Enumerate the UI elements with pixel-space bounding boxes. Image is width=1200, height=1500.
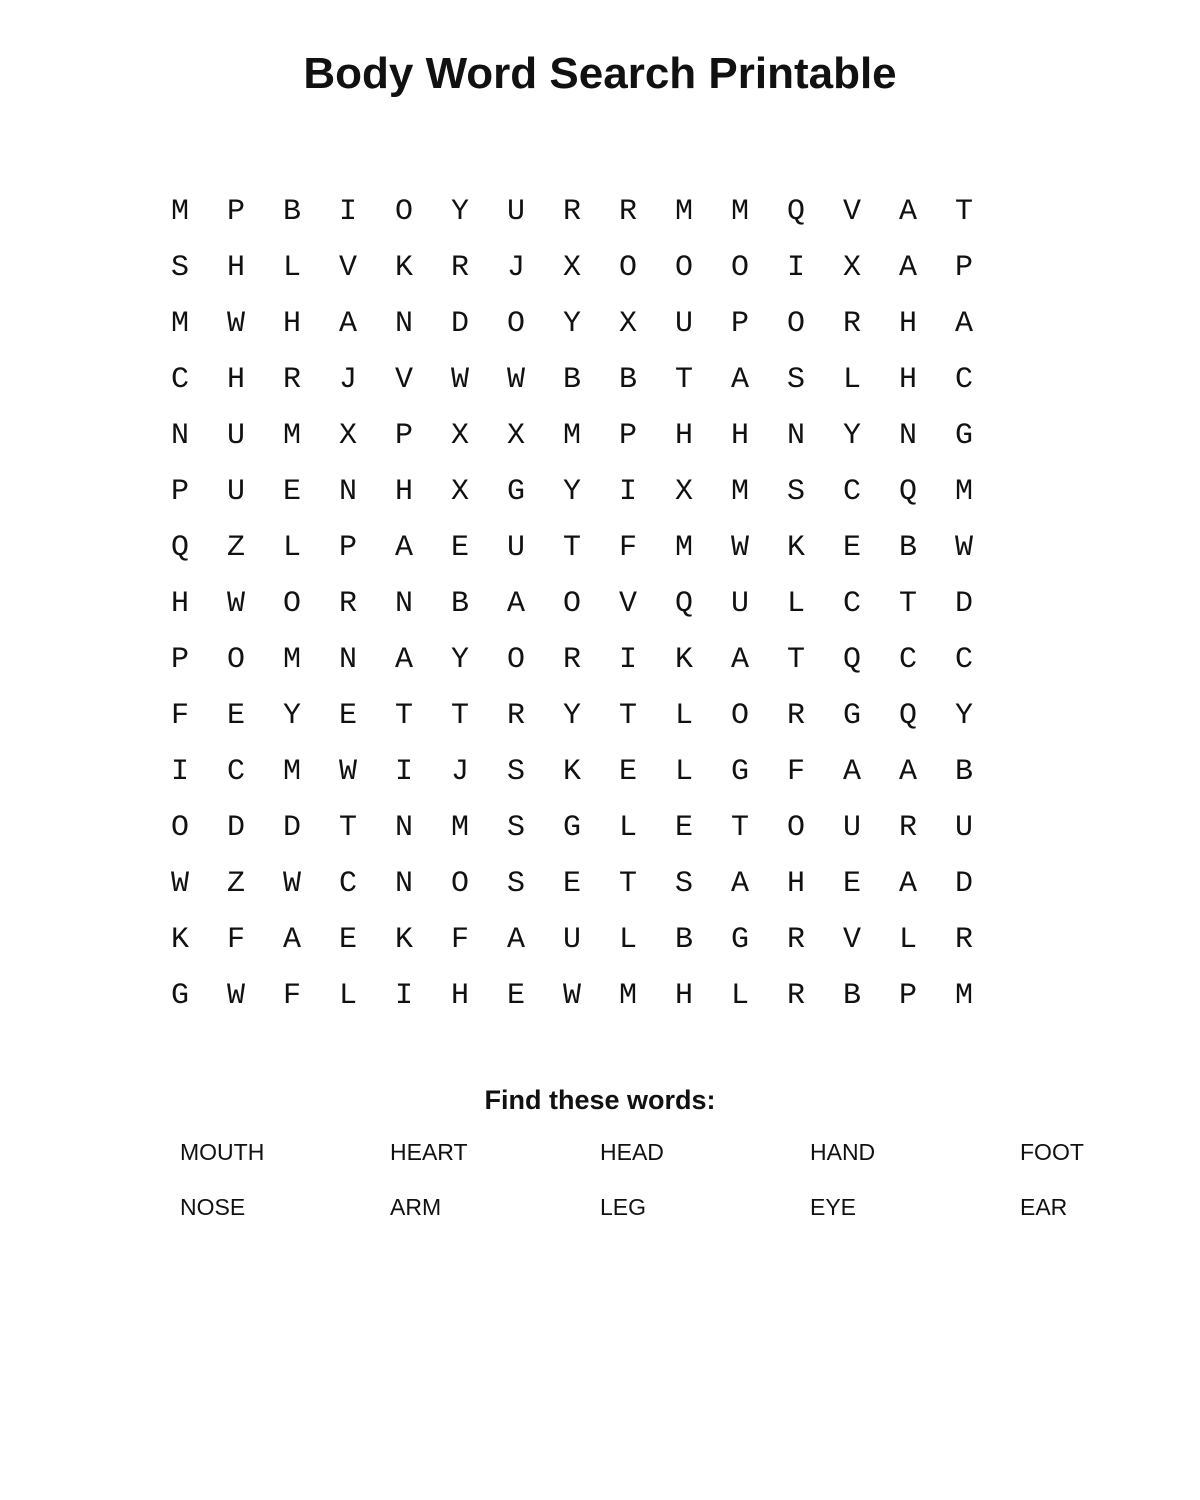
grid-letter: R <box>450 251 469 285</box>
grid-letter: H <box>898 307 917 341</box>
grid-letter: N <box>394 811 413 845</box>
grid-row <box>152 688 992 744</box>
grid-letter: L <box>786 587 805 621</box>
grid-row <box>152 968 992 1024</box>
grid-letter: A <box>506 923 525 957</box>
grid-letter: W <box>954 531 973 565</box>
grid-letter: Q <box>170 531 189 565</box>
grid-letter: O <box>730 251 749 285</box>
grid-letter: B <box>674 923 693 957</box>
grid-letter: P <box>338 531 357 565</box>
grid-letter: P <box>170 643 189 677</box>
grid-letter: O <box>674 251 693 285</box>
grid-letter: W <box>338 755 357 789</box>
grid-letter: C <box>842 475 861 509</box>
grid-letter: E <box>506 979 525 1013</box>
grid-letter: T <box>730 811 749 845</box>
grid-letter: H <box>226 363 245 397</box>
grid-row <box>152 184 992 240</box>
grid-letter: H <box>226 251 245 285</box>
grid-letter: A <box>730 363 749 397</box>
grid-letter: N <box>786 419 805 453</box>
grid-letter: Z <box>226 867 245 901</box>
grid-letter: Y <box>562 475 581 509</box>
grid-letter: G <box>842 699 861 733</box>
grid-letter: M <box>730 195 749 229</box>
grid-letter: L <box>730 979 749 1013</box>
grid-letter: E <box>338 923 357 957</box>
grid-letter: O <box>506 643 525 677</box>
grid-letter: J <box>506 251 525 285</box>
grid-letter: N <box>170 419 189 453</box>
grid-letter: U <box>954 811 973 845</box>
grid-letter: G <box>170 979 189 1013</box>
grid-letter: J <box>338 363 357 397</box>
grid-letter: R <box>282 363 301 397</box>
grid-letter: B <box>618 363 637 397</box>
grid-letter: H <box>674 979 693 1013</box>
grid-letter: R <box>786 699 805 733</box>
grid-letter: E <box>842 867 861 901</box>
grid-letter: K <box>170 923 189 957</box>
grid-letter: W <box>506 363 525 397</box>
grid-letter: O <box>226 643 245 677</box>
grid-letter: W <box>226 587 245 621</box>
grid-letter: Q <box>842 643 861 677</box>
grid-letter: N <box>394 587 413 621</box>
grid-letter: G <box>730 923 749 957</box>
grid-letter: C <box>170 363 189 397</box>
grid-letter: M <box>282 419 301 453</box>
grid-letter: M <box>674 531 693 565</box>
word-list-item: MOUTH <box>180 1139 265 1165</box>
grid-letter: F <box>226 923 245 957</box>
grid-letter: V <box>842 195 861 229</box>
grid-letter: H <box>786 867 805 901</box>
grid-letter: Y <box>282 699 301 733</box>
grid-letter: T <box>954 195 973 229</box>
grid-letter: O <box>618 251 637 285</box>
grid-letter: L <box>338 979 357 1013</box>
grid-letter: O <box>786 811 805 845</box>
grid-letter: R <box>786 979 805 1013</box>
grid-letter: E <box>842 531 861 565</box>
grid-letter: I <box>394 755 413 789</box>
grid-letter: O <box>282 587 301 621</box>
grid-letter: H <box>170 587 189 621</box>
grid-letter: X <box>450 475 469 509</box>
grid-letter: G <box>506 475 525 509</box>
grid-letter: X <box>450 419 469 453</box>
grid-letter: P <box>394 419 413 453</box>
grid-letter: C <box>954 643 973 677</box>
grid-letter: L <box>282 531 301 565</box>
grid-letter: M <box>282 755 301 789</box>
grid-letter: N <box>338 643 357 677</box>
grid-letter: D <box>226 811 245 845</box>
grid-letter: X <box>618 307 637 341</box>
grid-letter: E <box>338 699 357 733</box>
grid-letter: G <box>954 419 973 453</box>
grid-row <box>152 464 992 520</box>
grid-letter: W <box>170 867 189 901</box>
grid-letter: N <box>898 419 917 453</box>
grid-letter: U <box>562 923 581 957</box>
grid-letter: Y <box>562 699 581 733</box>
grid-letter: M <box>674 195 693 229</box>
grid-letter: B <box>954 755 973 789</box>
grid-letter: X <box>506 419 525 453</box>
grid-letter: E <box>674 811 693 845</box>
grid-letter: D <box>450 307 469 341</box>
grid-letter: N <box>394 307 413 341</box>
grid-letter: P <box>226 195 245 229</box>
grid-letter: Y <box>450 195 469 229</box>
grid-letter: P <box>954 251 973 285</box>
grid-letter: E <box>450 531 469 565</box>
word-list-item: FOOT <box>1020 1139 1084 1165</box>
grid-row <box>152 240 992 296</box>
grid-letter: H <box>450 979 469 1013</box>
grid-letter: D <box>282 811 301 845</box>
grid-row <box>152 296 992 352</box>
grid-letter: U <box>730 587 749 621</box>
grid-letter: T <box>618 699 637 733</box>
grid-letter: E <box>618 755 637 789</box>
grid-letter: M <box>450 811 469 845</box>
grid-letter: L <box>898 923 917 957</box>
grid-letter: R <box>954 923 973 957</box>
grid-letter: A <box>898 195 917 229</box>
grid-letter: T <box>898 587 917 621</box>
grid-letter: L <box>842 363 861 397</box>
grid-letter: D <box>954 867 973 901</box>
grid-letter: L <box>282 251 301 285</box>
grid-letter: L <box>618 923 637 957</box>
word-list-heading: Find these words: <box>484 1085 716 1115</box>
grid-letter: O <box>394 195 413 229</box>
grid-letter: L <box>618 811 637 845</box>
grid-letter: T <box>450 699 469 733</box>
grid-letter: X <box>842 251 861 285</box>
grid-letter: I <box>338 195 357 229</box>
grid-letter: R <box>338 587 357 621</box>
grid-letter: Z <box>226 531 245 565</box>
grid-letter: C <box>842 587 861 621</box>
word-list-item: EYE <box>810 1194 857 1220</box>
word-list-item: HEART <box>390 1139 468 1165</box>
grid-letter: H <box>394 475 413 509</box>
grid-letter: K <box>562 755 581 789</box>
grid-letter: U <box>506 195 525 229</box>
word-list-item: EAR <box>1020 1194 1068 1220</box>
grid-letter: O <box>562 587 581 621</box>
grid-row <box>152 520 992 576</box>
page-title: Body Word Search Printable <box>303 49 897 98</box>
grid-letter: M <box>954 475 973 509</box>
grid-letter: T <box>394 699 413 733</box>
grid-letter: G <box>730 755 749 789</box>
grid-letter: A <box>394 531 413 565</box>
grid-letter: R <box>562 195 581 229</box>
grid-letter: A <box>394 643 413 677</box>
grid-letter: J <box>450 755 469 789</box>
grid-letter: O <box>730 699 749 733</box>
grid-letter: P <box>170 475 189 509</box>
grid-letter: O <box>786 307 805 341</box>
grid-letter: H <box>282 307 301 341</box>
grid-letter: Y <box>450 643 469 677</box>
grid-letter: U <box>674 307 693 341</box>
grid-letter: B <box>898 531 917 565</box>
grid-letter: Q <box>898 475 917 509</box>
grid-letter: D <box>954 587 973 621</box>
grid-letter: G <box>562 811 581 845</box>
grid-row <box>152 856 992 912</box>
grid-letter: L <box>674 699 693 733</box>
word-list <box>180 1133 1200 1243</box>
word-list-item: LEG <box>600 1194 647 1220</box>
grid-letter: P <box>618 419 637 453</box>
grid-letter: V <box>842 923 861 957</box>
grid-letter: U <box>226 475 245 509</box>
grid-letter: E <box>562 867 581 901</box>
grid-row <box>152 744 992 800</box>
grid-letter: Y <box>842 419 861 453</box>
grid-letter: L <box>674 755 693 789</box>
grid-letter: U <box>842 811 861 845</box>
word-list-item: NOSE <box>180 1194 246 1220</box>
grid-letter: I <box>786 251 805 285</box>
grid-letter: K <box>394 923 413 957</box>
grid-letter: W <box>226 979 245 1013</box>
grid-letter: S <box>786 363 805 397</box>
grid-letter: T <box>674 363 693 397</box>
grid-letter: E <box>282 475 301 509</box>
grid-letter: T <box>618 867 637 901</box>
grid-letter: R <box>898 811 917 845</box>
grid-letter: M <box>170 307 189 341</box>
grid-letter: H <box>730 419 749 453</box>
grid-letter: I <box>394 979 413 1013</box>
grid-letter: M <box>730 475 749 509</box>
grid-row <box>152 800 992 856</box>
grid-letter: Q <box>786 195 805 229</box>
grid-letter: H <box>898 363 917 397</box>
grid-letter: Q <box>674 587 693 621</box>
grid-letter: M <box>562 419 581 453</box>
grid-letter: O <box>170 811 189 845</box>
grid-letter: F <box>786 755 805 789</box>
grid-letter: Y <box>954 699 973 733</box>
grid-letter: W <box>450 363 469 397</box>
grid-letter: V <box>338 251 357 285</box>
grid-letter: Q <box>898 699 917 733</box>
grid-letter: N <box>394 867 413 901</box>
grid-letter: C <box>226 755 245 789</box>
grid-letter: R <box>562 643 581 677</box>
grid-letter: W <box>730 531 749 565</box>
grid-letter: M <box>954 979 973 1013</box>
grid-letter: A <box>954 307 973 341</box>
grid-row <box>152 352 992 408</box>
grid-letter: M <box>170 195 189 229</box>
grid-letter: R <box>506 699 525 733</box>
grid-letter: F <box>618 531 637 565</box>
grid-letter: C <box>954 363 973 397</box>
grid-letter: I <box>170 755 189 789</box>
grid-letter: I <box>618 475 637 509</box>
grid-letter: P <box>730 307 749 341</box>
letter-grid <box>152 184 992 1024</box>
grid-letter: T <box>562 531 581 565</box>
grid-letter: X <box>674 475 693 509</box>
grid-letter: X <box>562 251 581 285</box>
grid-letter: A <box>898 867 917 901</box>
word-list-item: ARM <box>390 1194 442 1220</box>
grid-letter: R <box>786 923 805 957</box>
grid-letter: S <box>170 251 189 285</box>
grid-letter: B <box>842 979 861 1013</box>
grid-letter: E <box>226 699 245 733</box>
grid-letter: A <box>338 307 357 341</box>
grid-letter: A <box>898 755 917 789</box>
grid-letter: A <box>842 755 861 789</box>
grid-letter: F <box>282 979 301 1013</box>
grid-letter: A <box>506 587 525 621</box>
grid-letter: V <box>618 587 637 621</box>
grid-letter: F <box>170 699 189 733</box>
grid-letter: S <box>674 867 693 901</box>
grid-row <box>152 576 992 632</box>
grid-row <box>152 408 992 464</box>
grid-letter: K <box>674 643 693 677</box>
word-list-item: HEAD <box>600 1139 664 1165</box>
grid-letter: Y <box>562 307 581 341</box>
word-list-row <box>180 1188 1200 1243</box>
grid-letter: S <box>506 755 525 789</box>
grid-letter: V <box>394 363 413 397</box>
word-list-row <box>180 1133 1200 1188</box>
grid-letter: U <box>506 531 525 565</box>
grid-letter: C <box>338 867 357 901</box>
grid-row <box>152 912 992 968</box>
grid-letter: W <box>226 307 245 341</box>
grid-letter: H <box>674 419 693 453</box>
grid-letter: B <box>282 195 301 229</box>
grid-letter: T <box>338 811 357 845</box>
grid-letter: U <box>226 419 245 453</box>
grid-letter: M <box>282 643 301 677</box>
grid-letter: N <box>338 475 357 509</box>
grid-row <box>152 632 992 688</box>
grid-letter: S <box>506 811 525 845</box>
grid-letter: R <box>618 195 637 229</box>
grid-letter: C <box>898 643 917 677</box>
grid-letter: P <box>898 979 917 1013</box>
grid-letter: K <box>786 531 805 565</box>
grid-letter: A <box>282 923 301 957</box>
grid-letter: B <box>562 363 581 397</box>
grid-letter: A <box>898 251 917 285</box>
word-list-item: HAND <box>810 1139 876 1165</box>
grid-letter: I <box>618 643 637 677</box>
grid-letter: S <box>506 867 525 901</box>
grid-letter: T <box>786 643 805 677</box>
grid-letter: A <box>730 643 749 677</box>
grid-letter: O <box>450 867 469 901</box>
grid-letter: W <box>282 867 301 901</box>
grid-letter: M <box>618 979 637 1013</box>
grid-letter: O <box>506 307 525 341</box>
grid-letter: A <box>730 867 749 901</box>
grid-letter: K <box>394 251 413 285</box>
grid-letter: B <box>450 587 469 621</box>
grid-letter: W <box>562 979 581 1013</box>
grid-letter: S <box>786 475 805 509</box>
grid-letter: R <box>842 307 861 341</box>
grid-letter: X <box>338 419 357 453</box>
grid-letter: F <box>450 923 469 957</box>
